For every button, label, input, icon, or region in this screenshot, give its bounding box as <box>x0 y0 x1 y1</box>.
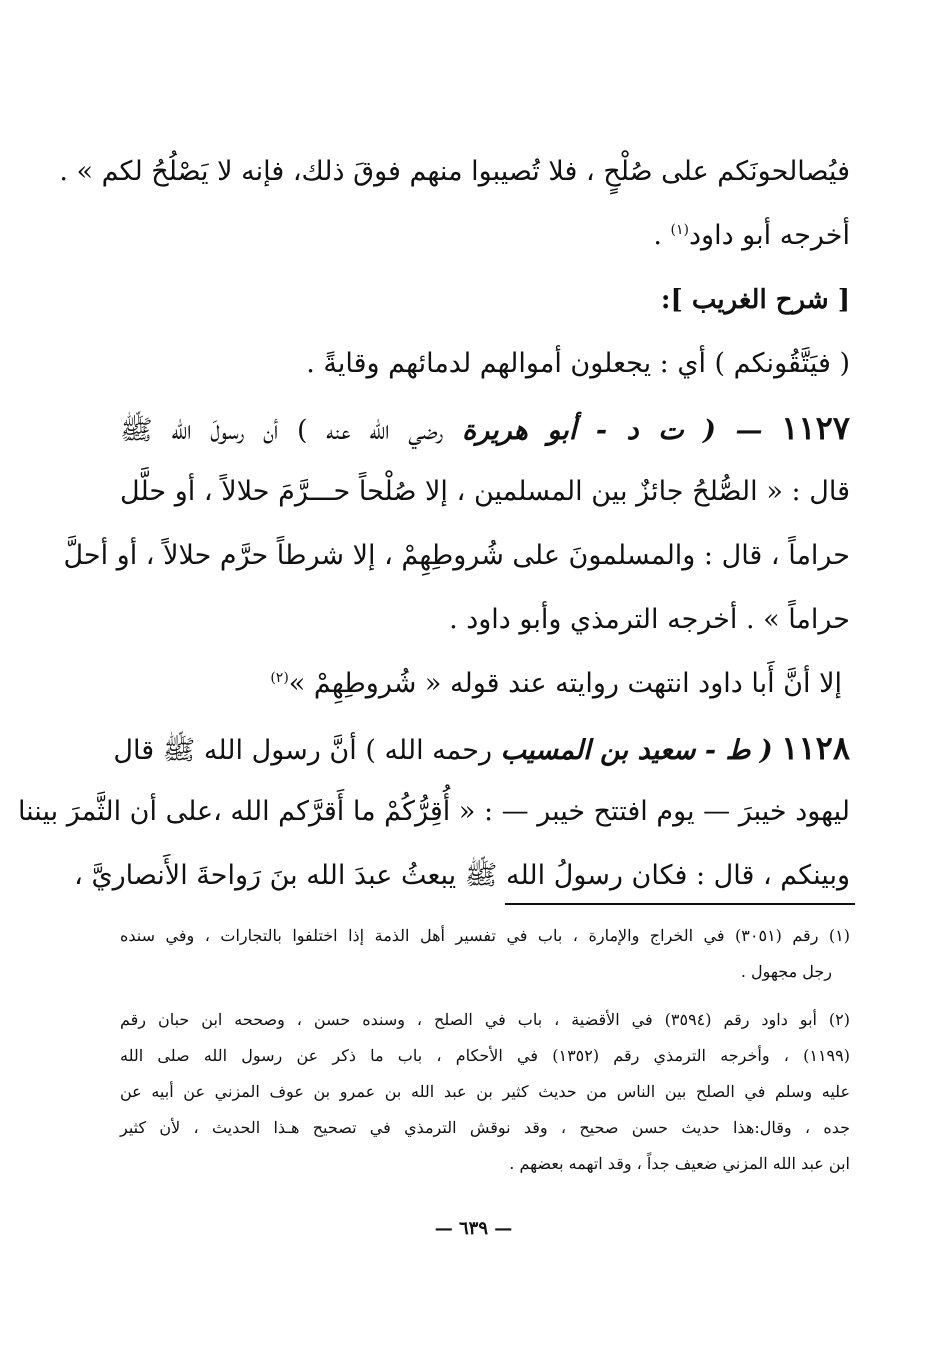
hadith-text-1128: رحمه الله ) أنَّ رسول الله ﷺ قال <box>113 735 492 766</box>
hadith-1127-line <box>120 396 850 460</box>
text-line-1: فيُصالحونَكم على صُلْحٍ ، فلا تُصيبوا منهم فوقَ ذلك، فإنه لا يَصْلُحُ لكم » . <box>59 156 850 187</box>
footnote-2-line-1: (٢) أبو داود رقم (٣٥٩٤) في الأقضية ، باب في الصلح ، وسنده حسن ، وصححه ابن حبان رقم <box>120 1010 851 1029</box>
page-number: — ٦٣٩ — <box>434 1218 513 1239</box>
hadith-number-1128: ١١٢٨ <box>781 729 850 767</box>
line-end-period: . <box>653 220 662 251</box>
footnote-1-line-1: (١) رقم (٣٠٥١) في الخراج والإمارة ، باب في تفسير أهل الذمة إذا اختلفوا بالتجارات ، وفي سنده <box>120 926 850 945</box>
footnote-2-line-5: ابن عبد الله المزني ضعيف جداً ، وقد اتهمه بعضهم . <box>509 1154 850 1173</box>
footnote-2-line-2: (١١٩٩) ، وأخرجه الترمذي رقم (١٣٥٢) في الأحكام ، باب ما ذكر عن رسول الله صلى الله <box>120 1046 850 1065</box>
text-line-9 <box>120 652 850 716</box>
footnotes <box>120 918 850 1182</box>
footnote-2-line-4: جده ، وقال:هذا حديث حسن صحيح ، وقد نوقش الترمذي في تصحيح هـذا الحديث ، لأن كثير <box>120 1118 850 1137</box>
footnote-1-line-2: رجل مجهول . <box>740 962 832 981</box>
text-line-12: وبينكم ، قال : فكان رسولُ الله ﷺ يبعثُ عبدَ الله بنَ رَواحةَ الأَنصاريَّ ، <box>74 860 850 891</box>
hadith-1128-line <box>113 716 850 780</box>
main-text <box>17 140 850 908</box>
hadith-text-1127: رضي الله عنه ) أن رسولَ الله ﷺ <box>120 415 444 446</box>
footnote-mark-1[interactable]: (١) <box>670 222 690 238</box>
text-line-8: حراماً » . أخرجه الترمذي وأبو داود . <box>449 604 850 635</box>
hadith-number-1127: ١١٢٧ <box>781 409 850 447</box>
footnote-2-line-3: عليه وسلم في الصلح بين الناس من حديث كثير بن عبد الله بن عمرو بن عوف المزني عن أبيه عن <box>120 1082 850 1101</box>
hadith-source-1127: — ( ت د - أبو هريرة <box>462 415 763 446</box>
riwaya-note: إلا أنَّ أَبا داود انتهت روايته عند قوله « شُروطِهِمْ » <box>288 668 842 699</box>
footnote-divider <box>505 903 855 905</box>
text-line-7: حراماً ، قال : والمسلمونَ على شُروطِهِمْ ، إلا شرطاً حرَّم حلالاً ، أو أحلَّ <box>63 540 850 571</box>
attribution-text: أخرجه أبو داود <box>689 220 850 251</box>
text-line-11: ليهود خيبرَ — يوم افتتح خيبر — : « أُقِرُّكُمْ ما أَقرَّكم الله ،على أن الثَّمرَ بيننا <box>17 796 850 827</box>
hadith-source-1128: ( ط - سعيد بن المسيب <box>500 735 773 766</box>
section-heading: [ شرح الغريب ]: <box>660 285 850 315</box>
text-line-4: ( فيَتَّقُونكم ) أي : يجعلون أموالهم لدمائهم وقايةً . <box>306 348 850 379</box>
text-line-6: قال : « الصُّلحُ جائزٌ بين المسلمين ، إلا صُلْحاً حـــرَّمَ حلالاً ، أو حلَّل <box>120 476 850 507</box>
text-line-2 <box>120 204 850 268</box>
footnote-mark-2[interactable]: (٢) <box>270 670 289 686</box>
